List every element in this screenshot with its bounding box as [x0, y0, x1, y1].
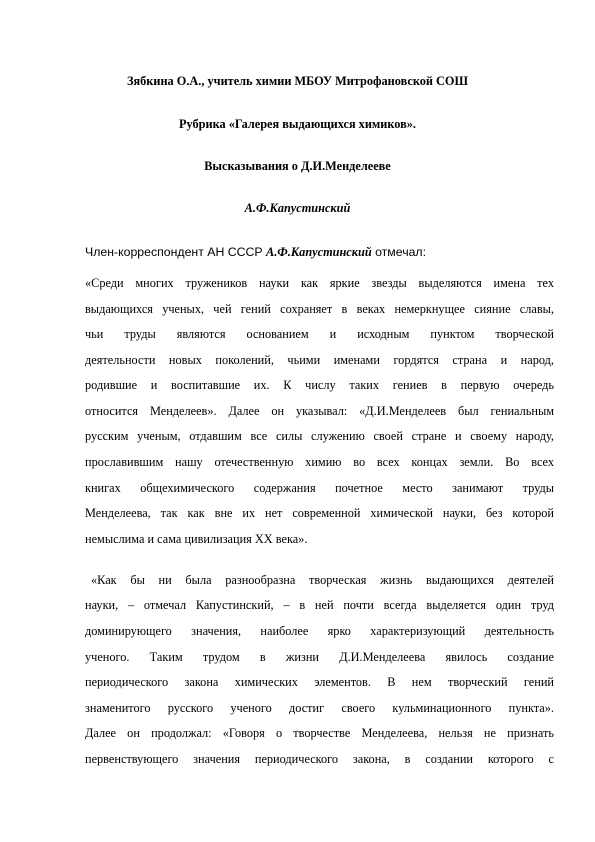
paragraph-line: науки, – отмечал Капустинский, – в ней почти всегда выделяется один труд	[85, 598, 554, 612]
paragraph-line: относится Менделеев». Далее он указывал: «Д.И.Менделеев был гениальным	[85, 404, 554, 418]
intro-line	[85, 245, 426, 260]
paragraph-line: чьи труды являются основанием и исходным пунктом творческой	[85, 327, 554, 341]
paragraph-line: книгах общехимического содержания почетное место занимают труды	[85, 481, 554, 495]
paragraph-line: знаменитого русского ученого достиг своего кульминационного пункта».	[85, 701, 554, 715]
paragraph-line: Далее он продолжал: «Говоря о творчестве Менделеева, нельзя не признать	[85, 726, 554, 740]
paragraph-line: прославившим нашу отечественную химию во всех концах земли. Во всех	[85, 455, 554, 469]
paragraph-line: периодического закона химических элементов. В нем творческий гений	[85, 675, 554, 689]
paragraph-line: выдающихся ученых, чей гений сохраняет в веках немеркнущее сияние славы,	[85, 302, 554, 316]
paragraph-line: русским ученым, отдавшим все силы служению своей стране и своему народу,	[85, 429, 554, 443]
intro-person-name: А.Ф.Капустинский	[266, 245, 372, 259]
paragraph-line: первенствующего значения периодического закона, в создании которого с	[85, 752, 554, 766]
person-name-heading: А.Ф.Капустинский	[244, 201, 351, 215]
paragraph-line: Менделеева, так как вне их нет современной химической науки, без которой	[85, 506, 554, 520]
rubric-title: Рубрика «Галерея выдающихся химиков».	[179, 117, 416, 131]
intro-text-before: Член-корреспондент АН СССР	[85, 245, 267, 259]
paragraph-line: ученого. Таким трудом в жизни Д.И.Менделеева явилось создание	[85, 650, 554, 664]
paragraph-line: немыслима и сама цивилизация XX века».	[85, 532, 308, 546]
intro-text-after: отмечал:	[371, 245, 427, 259]
paragraph-line: родившие и воспитавшие их. К числу таких гениев в первую очередь	[85, 378, 554, 392]
paragraph-line: «Как бы ни была разнообразна творческая жизнь выдающихся деятелей	[91, 573, 554, 587]
topic-title: Высказывания о Д.И.Менделееве	[204, 159, 391, 173]
paragraph-line: «Среди многих тружеников науки как яркие звезды выделяются имена тех	[85, 276, 554, 290]
author-line: Зябкина О.А., учитель химии МБОУ Митрофановской СОШ	[126, 74, 469, 88]
paragraph-line: доминирующего значения, наиболее ярко характеризующий деятельность	[85, 624, 554, 638]
paragraph-line: деятельности новых поколений, чьими именами гордятся страна и народ,	[85, 353, 554, 367]
